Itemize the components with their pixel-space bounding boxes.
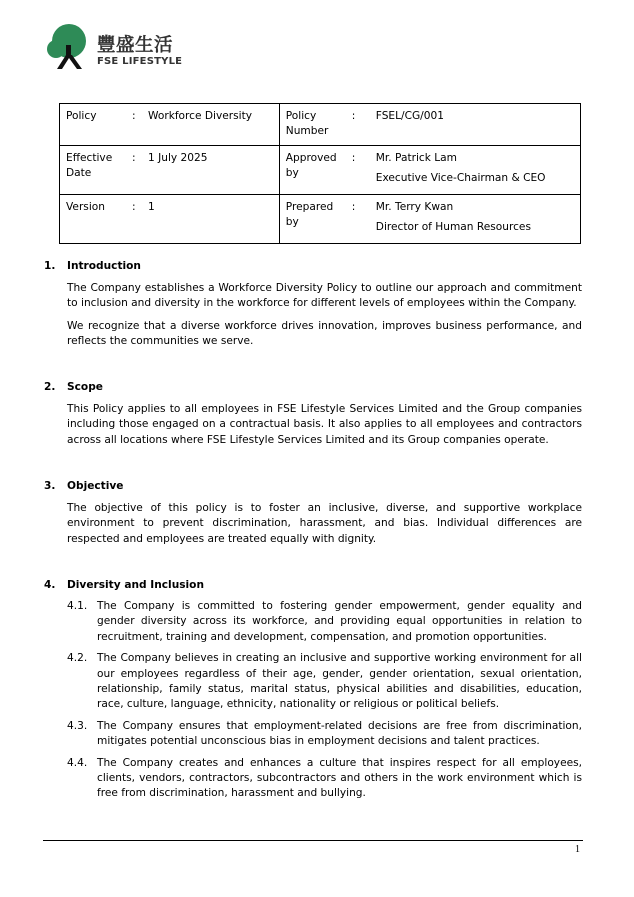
colon: : [351, 201, 356, 213]
section-title: Scope [67, 381, 103, 393]
item-number: 4.1. [67, 600, 88, 612]
policy-value: Workforce Diversity [148, 110, 252, 122]
section-title: Diversity and Inclusion [67, 579, 204, 591]
section-title: Objective [67, 480, 124, 492]
version-value: 1 [148, 201, 155, 213]
table-row [60, 195, 581, 244]
approved-by-name: Mr. Patrick Lam [375, 152, 457, 164]
list-item [67, 756, 582, 802]
item-number: 4.3. [67, 719, 88, 732]
item-number: 4.2. [67, 652, 88, 665]
logo-english-text: FSE LIFESTYLE [97, 56, 183, 67]
list-item [67, 651, 582, 713]
version-cell [60, 195, 280, 244]
colon: : [351, 110, 356, 122]
section-number: 3. [44, 480, 56, 492]
item-text: The Company believes in creating an inclusive and supportive working environment for all our employees regardless of their age, gender, gender orientation, sexual orientation, relationship, family status, marital status, physical abilities and disabilities, education, race, culture, language, ethnicity, nationality or religious or political beliefs. [97, 652, 582, 711]
effective-date-label: Effective Date [66, 152, 113, 179]
policy-number-value: FSEL/CG/001 [375, 110, 444, 122]
table-row [60, 104, 581, 146]
logo-chinese-text: 豐盛生活 [97, 35, 174, 56]
paragraph: This Policy applies to all employees in FSE Lifestyle Services Limited and the Group companies including those engaged on a contractual basis. It also applies to all employees and contractors across all locations where FSE Lifestyle Services Limited and its Group companies operate. [67, 403, 582, 446]
effective-date-value: 1 July 2025 [148, 152, 208, 164]
section-introduction [44, 259, 582, 350]
colon: : [132, 152, 136, 164]
approved-by-label: Approved by [285, 152, 337, 179]
table-row [60, 146, 581, 195]
prepared-by-title: Director of Human Resources [375, 221, 531, 233]
policy-label: Policy [66, 110, 97, 122]
section-number: 4. [44, 579, 56, 591]
prepared-by-cell [279, 195, 580, 244]
item-text: The Company is committed to fostering gender empowerment, gender equality and gender diversity across its workforce, and providing equal opportunities in relation to recruitment, training and development, compensation, and promotion opportunities. [97, 600, 582, 643]
version-label: Version [66, 201, 105, 213]
approved-by-cell [279, 146, 580, 195]
section-diversity-inclusion [44, 578, 582, 802]
colon: : [132, 110, 136, 122]
policy-cell [60, 104, 280, 146]
list-item [67, 599, 582, 645]
item-text: The Company ensures that employment-related decisions are free from discrimination, mitigates potential unconscious bias in employment decisions and talent practices. [97, 719, 582, 748]
approved-by-title: Executive Vice-Chairman & CEO [375, 172, 546, 184]
item-text: The Company creates and enhances a culture that inspires respect for all employees, clients, vendors, contractors, subcontractors and others in the work environment which is free from discrimination, harassment and bullying. [97, 756, 582, 800]
policy-number-label: Policy Number [285, 110, 329, 137]
policy-meta-table [59, 103, 581, 244]
paragraph: We recognize that a diverse workforce drives innovation, improves business performance, and reflects the communities we serve. [67, 319, 582, 348]
policy-number-cell [279, 104, 580, 146]
colon: : [351, 152, 356, 164]
section-objective [44, 479, 582, 547]
paragraph: The objective of this policy is to foster an inclusive, diverse, and supportive workplace environment to prevent discrimination, harassment, and bias. Individual differences are respected and employees are treated equally with dignity. [67, 502, 582, 545]
prepared-by-label: Prepared by [285, 201, 334, 228]
colon: : [132, 201, 136, 213]
section-number: 1. [44, 260, 56, 272]
list-item [67, 719, 582, 750]
effective-date-cell [60, 146, 280, 195]
section-number: 2. [44, 381, 56, 393]
prepared-by-name: Mr. Terry Kwan [375, 201, 454, 213]
paragraph: The Company establishes a Workforce Diversity Policy to outline our approach and commitment to inclusion and diversity in the workforce for different levels of employees within the Company. [67, 282, 582, 310]
section-title: Introduction [67, 260, 141, 272]
item-number: 4.4. [67, 756, 88, 769]
section-scope [44, 380, 582, 448]
page-number: 1 [575, 844, 580, 855]
footer-divider [43, 840, 583, 841]
